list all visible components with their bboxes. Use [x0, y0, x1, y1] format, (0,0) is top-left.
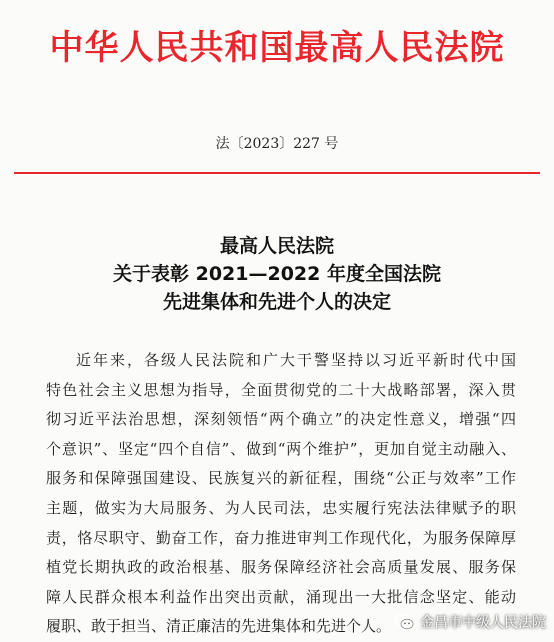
- body-line: 个意识”、坚定“四个自信”、做到“两个维护”，更加自觉主动融入、: [46, 439, 516, 458]
- body-line: 责，恪尽职守、勤奋工作，奋力推进审判工作现代化，为服务保障厚: [46, 528, 516, 547]
- body-line: 服务和保障强国建设、民族复兴的新征程，围绕“公正与效率”工作: [46, 469, 516, 488]
- document-title-line: 关于表彰 2021—2022 年度全国法院: [113, 263, 441, 285]
- body-line: 履职、敢于担当、清正廉洁的先进集体和先进个人。: [46, 617, 392, 636]
- document-title-line: 先进集体和先进个人的决定: [162, 291, 391, 313]
- body-line: 障人民群众根本利益作出突出贡献，涌现出一大批信念坚定、能动: [46, 587, 516, 606]
- body-line: 植党长期执政的政治根基、服务保障经济社会高质量发展、服务保: [46, 558, 516, 577]
- body-line: 特色社会主义思想为指导，全面贯彻党的二十大战略部署，深入贯: [46, 380, 516, 399]
- document-title-line: 最高人民法院: [219, 235, 334, 257]
- document-number: 法〔2023〕227 号: [215, 136, 339, 152]
- wechat-icon: [394, 613, 414, 631]
- body-line: 主题，做实为大局服务、为人民司法，忠实履行宪法法律赋予的职: [46, 498, 516, 517]
- body-line: 近年来，各级人民法院和广大干警坚持以习近平新时代中国: [76, 351, 516, 369]
- body-line: 彻习近平法治思想，深刻领悟“两个确立”的决定性意义，增强“四: [46, 410, 516, 429]
- red-divider-line: [14, 172, 540, 174]
- document-body: [46, 346, 516, 642]
- watermark: [394, 612, 546, 632]
- watermark-text: 金昌市中级人民法院: [420, 615, 546, 631]
- issuer-header-title: 中华人民共和国最高人民法院: [49, 28, 505, 68]
- document-title: [0, 232, 554, 316]
